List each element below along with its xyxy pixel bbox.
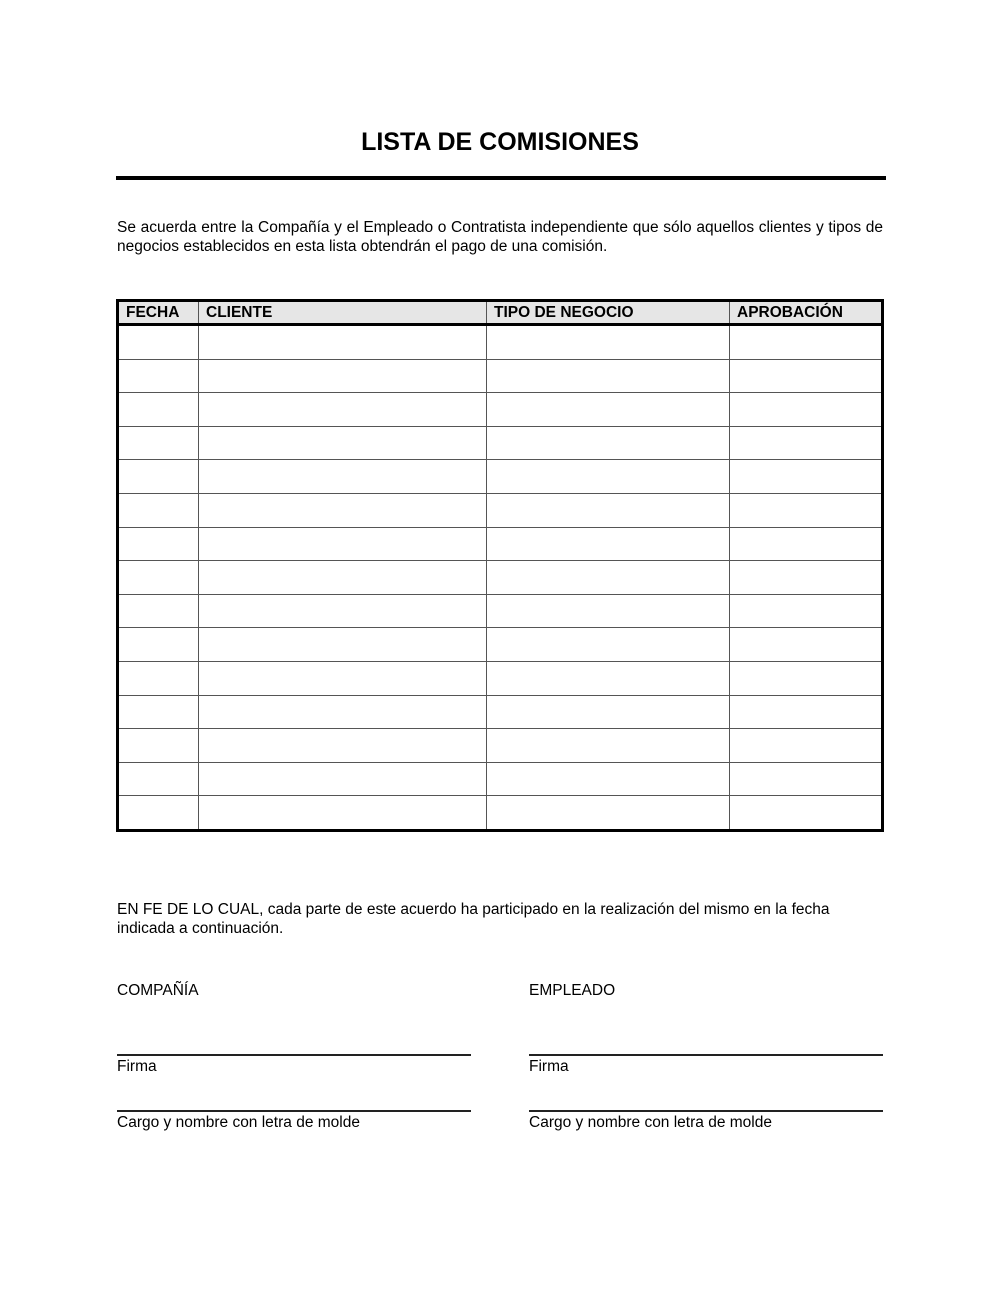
aprobacion-cell[interactable] <box>730 393 883 427</box>
company-name-label: Cargo y nombre con letra de molde <box>117 1114 360 1131</box>
fecha-cell[interactable] <box>118 661 199 695</box>
fecha-cell[interactable] <box>118 426 199 460</box>
tipo-negocio-cell[interactable] <box>487 695 730 729</box>
employee-name-line[interactable] <box>529 1110 883 1112</box>
table-row <box>118 729 883 763</box>
employee-name-label: Cargo y nombre con letra de molde <box>529 1114 772 1131</box>
fecha-cell[interactable] <box>118 729 199 763</box>
tipo-negocio-cell[interactable] <box>487 426 730 460</box>
table-row <box>118 393 883 427</box>
table-row <box>118 628 883 662</box>
fecha-cell[interactable] <box>118 628 199 662</box>
table-row <box>118 493 883 527</box>
cliente-cell[interactable] <box>199 729 487 763</box>
tipo-negocio-cell[interactable] <box>487 493 730 527</box>
cliente-cell[interactable] <box>199 393 487 427</box>
cliente-cell[interactable] <box>199 493 487 527</box>
tipo-negocio-cell[interactable] <box>487 393 730 427</box>
tipo-negocio-cell[interactable] <box>487 628 730 662</box>
header-aprobacion: APROBACIÓN <box>730 301 883 325</box>
tipo-negocio-cell[interactable] <box>487 762 730 796</box>
cliente-cell[interactable] <box>199 628 487 662</box>
cliente-cell[interactable] <box>199 426 487 460</box>
table-row <box>118 325 883 360</box>
aprobacion-cell[interactable] <box>730 527 883 561</box>
table-header-row <box>118 301 883 325</box>
title-divider <box>116 176 886 180</box>
company-signature-line[interactable] <box>117 1054 471 1056</box>
witness-paragraph: EN FE DE LO CUAL, cada parte de este acuerdo ha participado en la realización del mismo en la fecha indicada a continuación. <box>117 901 830 937</box>
cliente-cell[interactable] <box>199 661 487 695</box>
page-title: LISTA DE COMISIONES <box>361 128 639 156</box>
cliente-cell[interactable] <box>199 594 487 628</box>
tipo-negocio-cell[interactable] <box>487 359 730 393</box>
cliente-cell[interactable] <box>199 359 487 393</box>
tipo-negocio-cell[interactable] <box>487 796 730 831</box>
fecha-cell[interactable] <box>118 393 199 427</box>
employee-label: EMPLEADO <box>529 982 616 999</box>
aprobacion-cell[interactable] <box>730 325 883 360</box>
company-signature-label: Firma <box>117 1058 157 1075</box>
fecha-cell[interactable] <box>118 493 199 527</box>
table-row <box>118 359 883 393</box>
fecha-cell[interactable] <box>118 561 199 595</box>
aprobacion-cell[interactable] <box>730 460 883 494</box>
aprobacion-cell[interactable] <box>730 628 883 662</box>
table-row <box>118 561 883 595</box>
table-row <box>118 762 883 796</box>
tipo-negocio-cell[interactable] <box>487 729 730 763</box>
fecha-cell[interactable] <box>118 695 199 729</box>
table-row <box>118 796 883 831</box>
fecha-cell[interactable] <box>118 796 199 831</box>
tipo-negocio-cell[interactable] <box>487 460 730 494</box>
table-row <box>118 426 883 460</box>
aprobacion-cell[interactable] <box>730 594 883 628</box>
table-row <box>118 695 883 729</box>
table-row <box>118 661 883 695</box>
cliente-cell[interactable] <box>199 796 487 831</box>
fecha-cell[interactable] <box>118 460 199 494</box>
table-row <box>118 460 883 494</box>
tipo-negocio-cell[interactable] <box>487 661 730 695</box>
cliente-cell[interactable] <box>199 561 487 595</box>
fecha-cell[interactable] <box>118 762 199 796</box>
tipo-negocio-cell[interactable] <box>487 527 730 561</box>
aprobacion-cell[interactable] <box>730 493 883 527</box>
header-tipo-de-negocio: TIPO DE NEGOCIO <box>487 301 730 325</box>
header-fecha: FECHA <box>118 301 199 325</box>
aprobacion-cell[interactable] <box>730 796 883 831</box>
aprobacion-cell[interactable] <box>730 426 883 460</box>
aprobacion-cell[interactable] <box>730 561 883 595</box>
cliente-cell[interactable] <box>199 695 487 729</box>
aprobacion-cell[interactable] <box>730 695 883 729</box>
fecha-cell[interactable] <box>118 325 199 360</box>
company-label: COMPAÑÍA <box>117 982 199 999</box>
employee-signature-label: Firma <box>529 1058 569 1075</box>
fecha-cell[interactable] <box>118 527 199 561</box>
company-name-line[interactable] <box>117 1110 471 1112</box>
table-row <box>118 527 883 561</box>
cliente-cell[interactable] <box>199 762 487 796</box>
cliente-cell[interactable] <box>199 527 487 561</box>
fecha-cell[interactable] <box>118 359 199 393</box>
cliente-cell[interactable] <box>199 325 487 360</box>
aprobacion-cell[interactable] <box>730 729 883 763</box>
tipo-negocio-cell[interactable] <box>487 561 730 595</box>
employee-signature-line[interactable] <box>529 1054 883 1056</box>
table-body <box>118 325 883 831</box>
aprobacion-cell[interactable] <box>730 762 883 796</box>
fecha-cell[interactable] <box>118 594 199 628</box>
tipo-negocio-cell[interactable] <box>487 594 730 628</box>
aprobacion-cell[interactable] <box>730 661 883 695</box>
intro-paragraph: Se acuerda entre la Compañía y el Empleado o Contratista independiente que sólo aquellos clientes y tipos de negocios establecidos en esta lista obtendrán el pago de una comisión. <box>117 219 883 255</box>
aprobacion-cell[interactable] <box>730 359 883 393</box>
cliente-cell[interactable] <box>199 460 487 494</box>
table-row <box>118 594 883 628</box>
header-cliente: CLIENTE <box>199 301 487 325</box>
commissions-table <box>116 299 884 832</box>
tipo-negocio-cell[interactable] <box>487 325 730 360</box>
